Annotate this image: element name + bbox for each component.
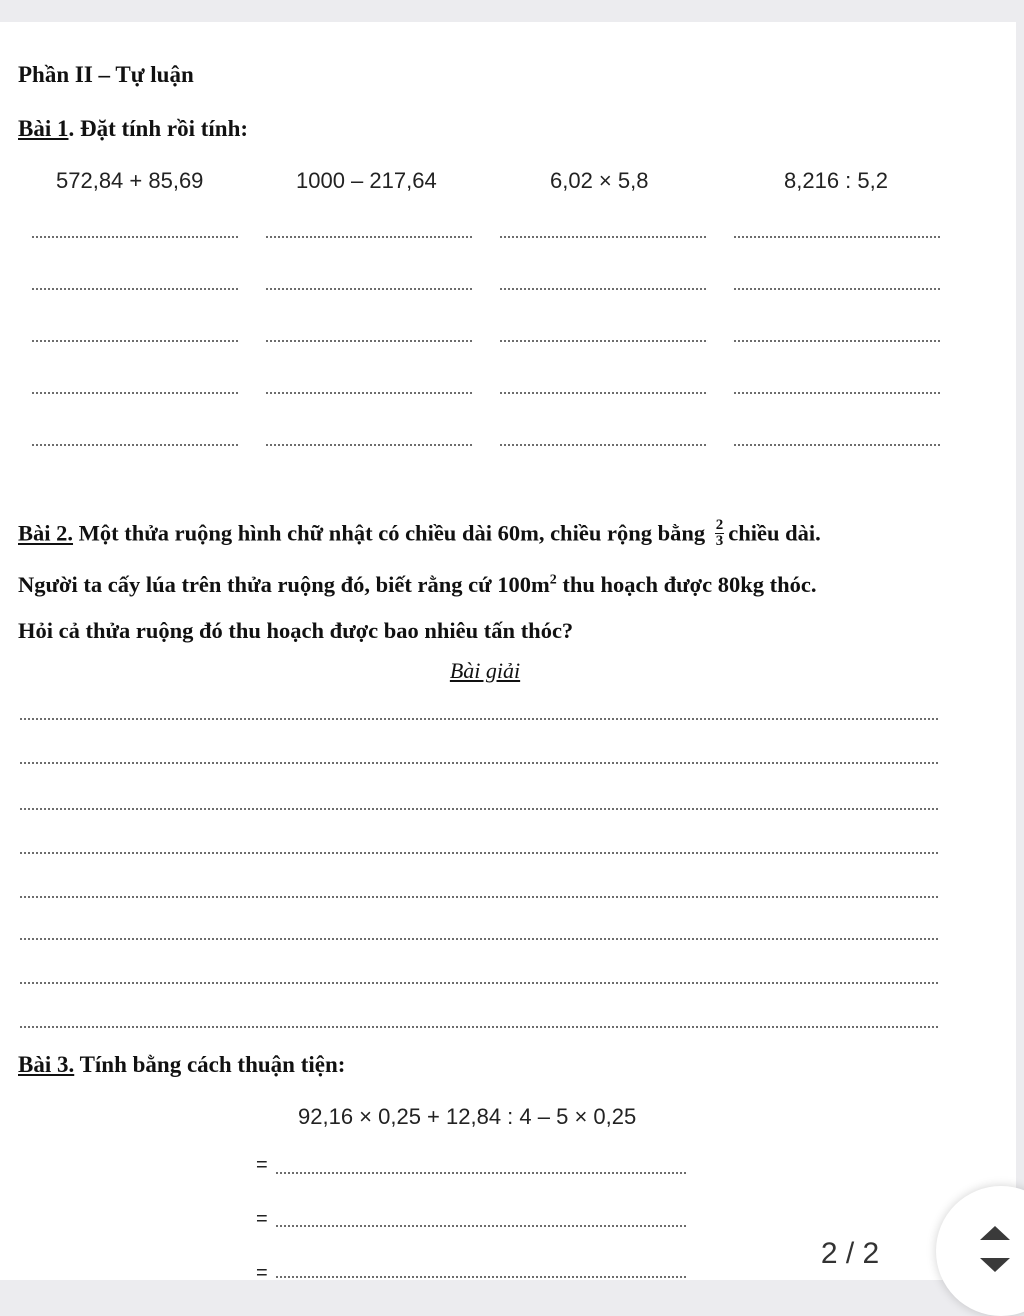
answer-line[interactable] — [266, 392, 472, 394]
fraction-numerator: 2 — [715, 517, 724, 533]
bai1-expression-2: 1000 – 217,64 — [296, 168, 437, 193]
solution-line[interactable] — [20, 852, 938, 854]
answer-line[interactable] — [266, 444, 472, 446]
scroll-down-icon[interactable] — [980, 1258, 1010, 1272]
answer-line[interactable] — [500, 236, 706, 238]
bai2-text-2b: thu hoạch được 80kg thóc. — [556, 572, 817, 597]
solution-title: Bài giải — [449, 658, 521, 683]
solution-line[interactable] — [20, 718, 938, 720]
bai2-line-2 — [18, 572, 816, 598]
answer-line[interactable] — [32, 444, 238, 446]
answer-line[interactable] — [266, 340, 472, 342]
answer-line[interactable] — [734, 288, 940, 290]
answer-line[interactable] — [32, 288, 238, 290]
section-title: Phần II – Tự luận — [18, 62, 194, 87]
bai2-text-1a: Một thửa ruộng hình chữ nhật có chiều dài 60m, chiều rộng bằng — [73, 520, 706, 546]
solution-line[interactable] — [20, 1026, 938, 1028]
bai1-label: Bài 1 — [18, 116, 69, 141]
answer-line[interactable] — [734, 392, 940, 394]
bai1-expression-3: 6,02 × 5,8 — [550, 168, 649, 193]
bai3-instruction: Tính bằng cách thuận tiện: — [74, 1052, 346, 1077]
fraction-two-thirds — [715, 518, 725, 549]
answer-line[interactable] — [500, 392, 706, 394]
answer-line[interactable] — [500, 288, 706, 290]
solution-line[interactable] — [20, 982, 938, 984]
solution-line[interactable] — [20, 896, 938, 898]
bai1-expression-1: 572,84 + 85,69 — [56, 168, 204, 193]
bai1-expression-4: 8,216 : 5,2 — [784, 168, 888, 193]
superscript-two: 2 — [549, 572, 557, 588]
answer-line[interactable] — [266, 288, 472, 290]
solution-line[interactable] — [20, 938, 938, 940]
answer-line[interactable] — [32, 236, 238, 238]
bai3-answer-line[interactable] — [276, 1225, 686, 1227]
bai2-line-1 — [18, 517, 821, 551]
bai1-instruction: . Đặt tính rồi tính: — [68, 116, 249, 141]
answer-line[interactable] — [32, 392, 238, 394]
equals-sign: = — [256, 1154, 268, 1176]
bai2-line-3: Hỏi cả thửa ruộng đó thu hoạch được bao nhiêu tấn thóc? — [18, 618, 574, 643]
bai3-answer-line[interactable] — [276, 1276, 686, 1278]
bai3-expression: 92,16 × 0,25 + 12,84 : 4 – 5 × 0,25 — [298, 1104, 637, 1129]
answer-line[interactable] — [500, 444, 706, 446]
bai3-label: Bài 3. — [18, 1052, 75, 1077]
bai3-answer-line[interactable] — [276, 1172, 686, 1174]
answer-line[interactable] — [734, 340, 940, 342]
page-indicator: 2 / 2 — [820, 1237, 880, 1270]
equals-sign: = — [256, 1208, 268, 1230]
bai2-text-2a: Người ta cấy lúa trên thửa ruộng đó, biết rằng cứ 100m — [18, 572, 550, 597]
answer-line[interactable] — [734, 236, 940, 238]
bai3-heading — [18, 1052, 345, 1078]
answer-line[interactable] — [500, 340, 706, 342]
solution-line[interactable] — [20, 762, 938, 764]
solution-line[interactable] — [20, 808, 938, 810]
document-page — [0, 22, 1016, 1284]
bai2-text-1b: chiều dài. — [728, 520, 821, 546]
answer-line[interactable] — [266, 236, 472, 238]
answer-line[interactable] — [32, 340, 238, 342]
answer-line[interactable] — [734, 444, 940, 446]
fraction-denominator: 3 — [715, 533, 724, 549]
solution-title-wrap — [0, 658, 970, 684]
bai2-label: Bài 2. — [18, 520, 74, 546]
scroll-up-icon[interactable] — [980, 1226, 1010, 1240]
equals-sign: = — [256, 1262, 268, 1284]
bai1-heading — [18, 116, 248, 142]
